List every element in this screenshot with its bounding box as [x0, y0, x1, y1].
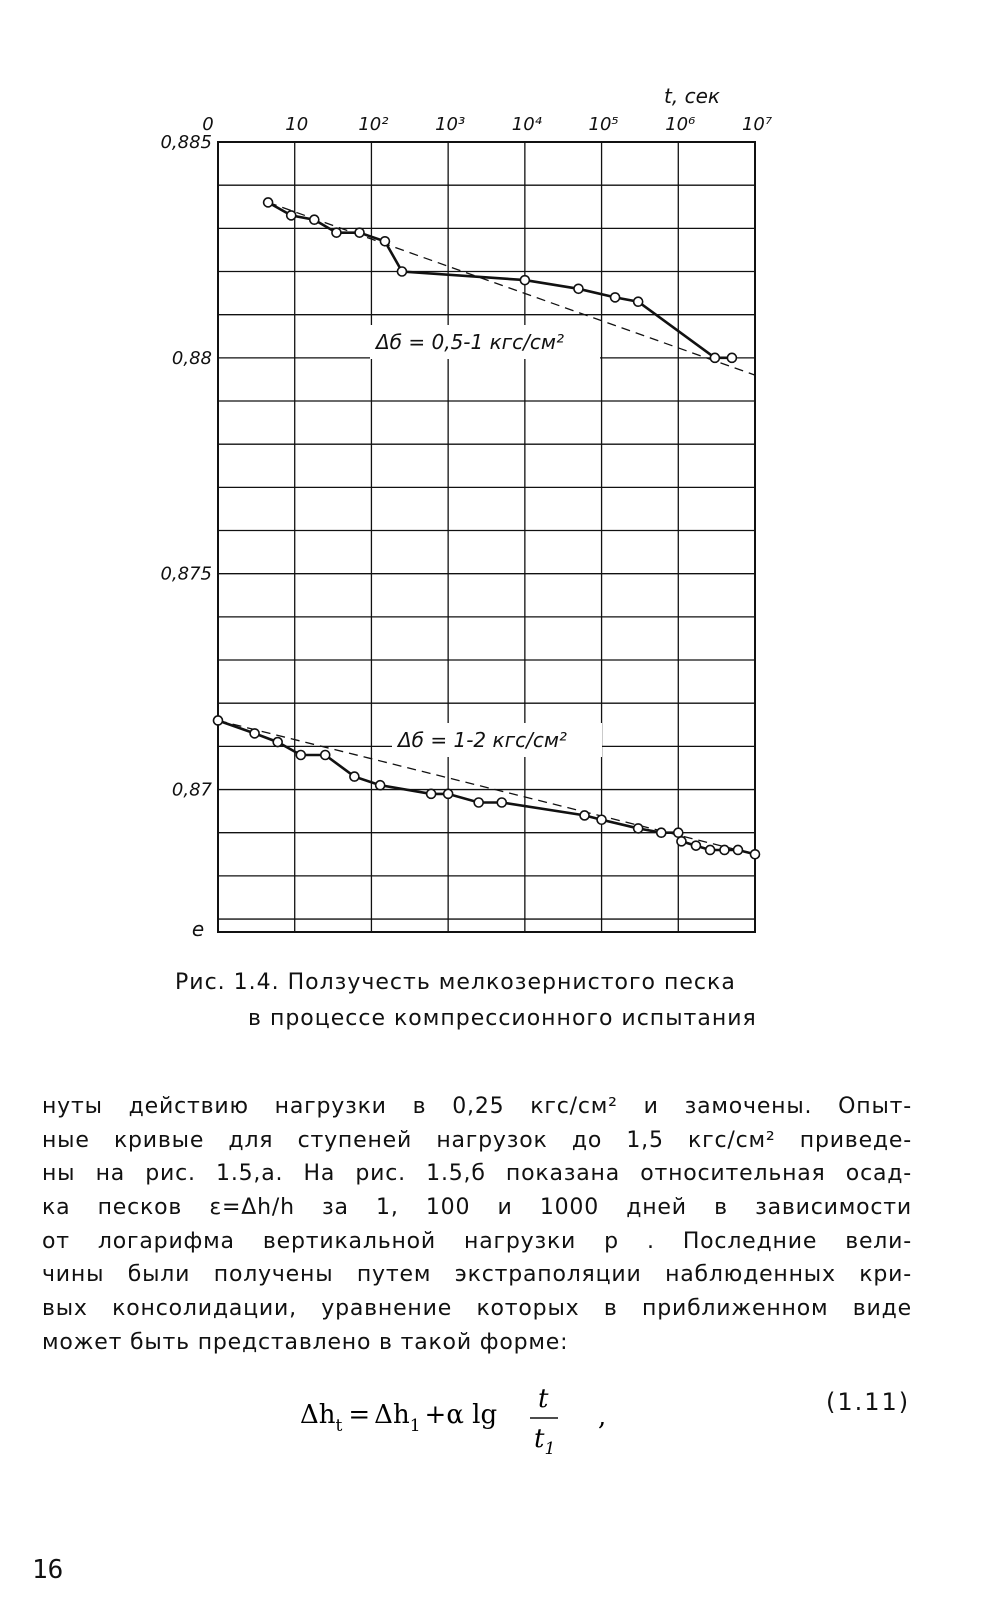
data-point — [634, 824, 643, 833]
eq-rhs2: +α lg — [424, 1400, 498, 1430]
x-tick-label: 10⁴ — [511, 114, 542, 135]
data-point — [733, 845, 742, 854]
data-point — [310, 215, 319, 224]
eq-rhs1-sub: 1 — [409, 1416, 421, 1436]
data-point — [497, 798, 506, 807]
data-point — [350, 772, 359, 781]
y-axis-label: e — [191, 917, 205, 941]
data-point — [287, 211, 296, 220]
series-annotation: Δб = 0,5-1 кгс/см² — [376, 330, 565, 354]
x-tick-label: 0 — [202, 114, 214, 135]
body-line: вых консолидации, уравнение которых в приближенном виде — [42, 1296, 912, 1322]
data-point — [520, 276, 529, 285]
data-point — [706, 845, 715, 854]
x-tick-label: 10 — [285, 114, 309, 135]
body-line: ные кривые для ступеней нагрузок до 1,5 кгс/см² приведе- — [42, 1127, 912, 1153]
eq-frac-den: t — [534, 1424, 545, 1454]
data-point — [611, 293, 620, 302]
data-point — [444, 789, 453, 798]
x-tick-label: 10³ — [435, 114, 466, 135]
equation-1-11 — [300, 1385, 660, 1465]
figure-caption-line1: Рис. 1.4. Ползучесть мелкозернистого песка — [175, 970, 736, 995]
eq-frac-num: t — [538, 1385, 549, 1414]
data-point — [657, 828, 666, 837]
series-annotation: Δб = 1-2 кгс/см² — [398, 728, 567, 752]
x-tick-label: 10⁵ — [588, 114, 619, 135]
data-point — [580, 811, 589, 820]
data-point — [634, 297, 643, 306]
data-point — [355, 228, 364, 237]
body-line: ка песков ε=Δh/h за 1, 100 и 1000 дней в зависимости — [42, 1195, 912, 1221]
x-tick-label: 10² — [358, 114, 389, 135]
y-tick-label: 0,87 — [171, 779, 212, 801]
y-tick-label: 0,885 — [160, 132, 212, 153]
data-point — [710, 353, 719, 362]
data-point — [727, 353, 736, 362]
body-line: может быть представлено в такой форме: — [42, 1329, 569, 1355]
body-line: от логарифма вертикальной нагрузки p . Последние вели- — [42, 1228, 912, 1254]
data-point — [264, 198, 273, 207]
body-line: ны на рис. 1.5,а. На рис. 1.5,б показана относительная осад- — [42, 1161, 912, 1187]
data-point — [751, 850, 760, 859]
plot-frame — [218, 142, 755, 932]
data-point — [380, 237, 389, 246]
chart-grid — [218, 142, 755, 932]
y-tick-label: 0,875 — [160, 563, 212, 585]
eq-lhs: Δh — [300, 1400, 336, 1430]
data-point — [677, 837, 686, 846]
data-point — [332, 228, 341, 237]
data-point — [574, 284, 583, 293]
x-axis-label: t, сек — [664, 84, 720, 108]
equation-number: (1.11) — [826, 1388, 911, 1416]
y-tick-label: 0,88 — [171, 347, 212, 369]
data-point — [296, 751, 305, 760]
figure-caption-line2: в процессе компрессионного испытания — [248, 1006, 757, 1031]
body-paragraph — [42, 1090, 912, 1360]
data-series — [214, 198, 760, 859]
data-point — [397, 267, 406, 276]
data-point — [674, 828, 683, 837]
data-point — [691, 841, 700, 850]
chart-labels — [160, 84, 772, 941]
eq-trailing: , — [598, 1402, 607, 1432]
x-tick-label: 10⁶ — [665, 114, 696, 135]
svg-text:Δht=Δh1+α lg: $\Delta h_t = \Delta h_1 +\alpha$ lg — [300, 1400, 498, 1436]
eq-frac-den-sub: 1 — [544, 1439, 556, 1459]
data-point — [376, 781, 385, 790]
data-point — [273, 738, 282, 747]
data-point — [214, 716, 223, 725]
data-point — [321, 751, 330, 760]
chart-axes — [218, 142, 755, 932]
page-number: 16 — [32, 1555, 64, 1585]
eq-rhs1: Δh — [374, 1400, 410, 1430]
body-line: нуты действию нагрузки в 0,25 кгс/см² и замочены. Опыт- — [42, 1094, 912, 1119]
data-point — [720, 845, 729, 854]
data-point — [474, 798, 483, 807]
svg-text:t1 — [534, 1424, 555, 1459]
data-point — [427, 789, 436, 798]
body-line: чины были получены путем экстраполяции наблюденных кри- — [42, 1262, 912, 1288]
data-point — [597, 815, 606, 824]
x-tick-label: 10⁷ — [741, 114, 773, 135]
eq-lhs-sub: t — [335, 1416, 343, 1436]
data-point — [250, 729, 259, 738]
